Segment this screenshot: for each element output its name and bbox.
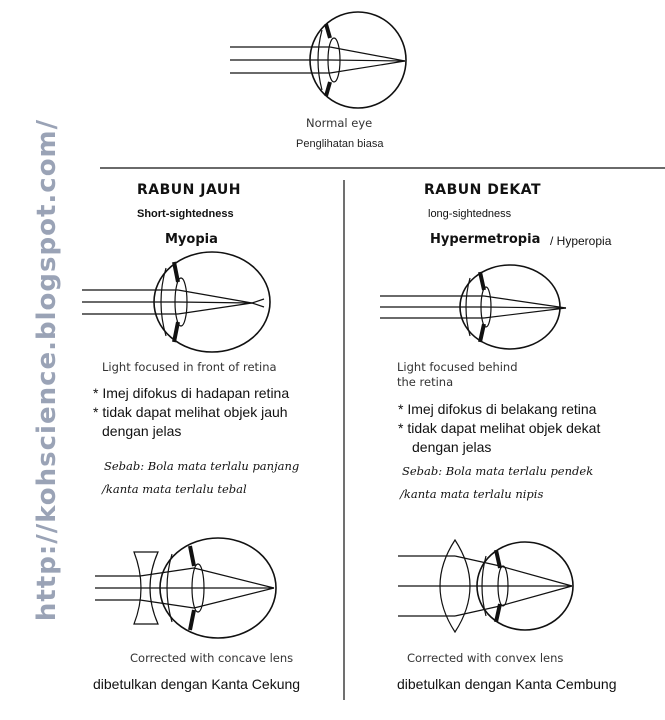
hypermetropia-eye-diagram xyxy=(380,265,566,349)
normal-eye-caption-ms: Penglihatan biasa xyxy=(296,138,384,150)
watermark-url: http://kohscience.blogspot.com/ xyxy=(32,118,62,622)
myopia-eye-diagram xyxy=(82,252,270,352)
hypermetropia-cause-line-1: Sebab: Bola mata terlalu pendek xyxy=(402,464,594,478)
normal-eye-diagram xyxy=(230,12,406,108)
concave-correction-diagram xyxy=(95,538,276,638)
hypermetropia-point-2: * tidak dapat melihat objek dekat xyxy=(398,420,601,436)
myopia-focus-caption: Light focused in front of retina xyxy=(102,360,277,374)
myopia-cause-line-2: /kanta mata terlalu tebal xyxy=(102,482,247,496)
myopia-term: Myopia xyxy=(165,232,218,247)
hypermetropia-correction-ms: dibetulkan dengan Kanta Cembung xyxy=(397,676,617,692)
myopia-english-term: Short-sightedness xyxy=(137,208,234,220)
hypermetropia-term-alt: / Hyperopia xyxy=(550,234,612,248)
hypermetropia-focus-caption-1: Light focused behind xyxy=(397,360,518,374)
hypermetropia-point-3: dengan jelas xyxy=(412,439,492,455)
normal-eye-caption: Normal eye xyxy=(306,116,373,130)
hypermetropia-heading: RABUN DEKAT xyxy=(424,182,542,198)
hypermetropia-point-1: * Imej difokus di belakang retina xyxy=(398,401,597,417)
myopia-cause-line-1: Sebab: Bola mata terlalu panjang xyxy=(104,459,300,473)
hypermetropia-english-term: long-sightedness xyxy=(428,208,512,220)
hypermetropia-correction-caption: Corrected with convex lens xyxy=(407,651,564,665)
myopia-heading: RABUN JAUH xyxy=(137,182,241,198)
hypermetropia-cause-line-2: /kanta mata terlalu nipis xyxy=(400,487,544,501)
myopia-correction-caption: Corrected with concave lens xyxy=(130,651,294,665)
convex-correction-diagram xyxy=(398,540,573,632)
myopia-point-3: dengan jelas xyxy=(102,423,182,439)
hypermetropia-term: Hypermetropia xyxy=(430,232,541,247)
hypermetropia-focus-caption-2: the retina xyxy=(397,375,454,389)
myopia-point-2: * tidak dapat melihat objek jauh xyxy=(93,404,288,420)
myopia-point-1: * Imej difokus di hadapan retina xyxy=(93,385,290,401)
myopia-correction-ms: dibetulkan dengan Kanta Cekung xyxy=(93,676,301,692)
